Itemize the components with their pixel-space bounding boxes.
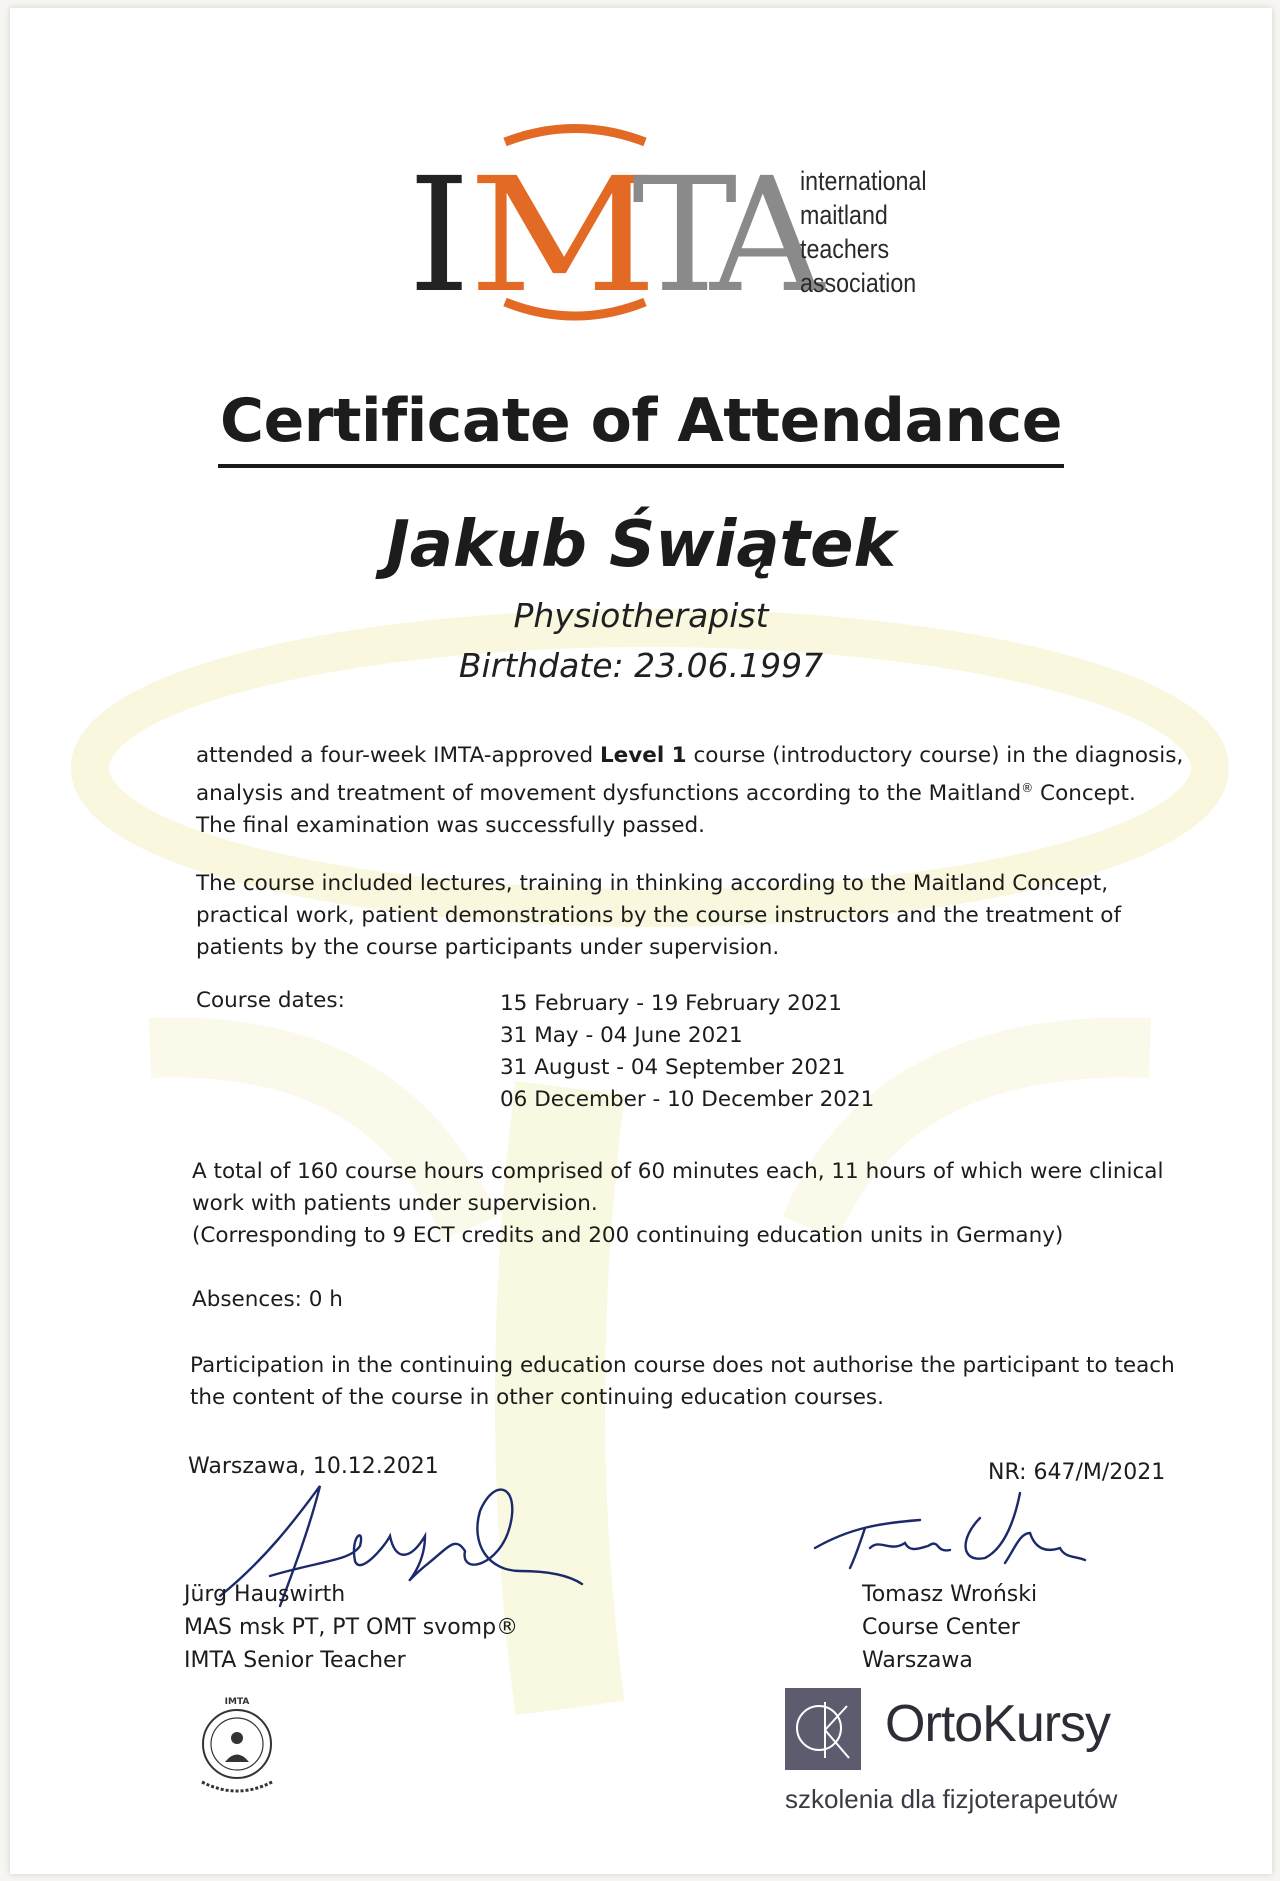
signer-title: MAS msk PT, PT OMT svomp®	[184, 1615, 519, 1640]
signer-name: Jürg Hauswirth	[184, 1582, 346, 1607]
logo-subtitle-line: association	[800, 268, 917, 298]
paragraph-line: The final examination was successfully passed.	[196, 813, 705, 839]
certificate-title	[10, 386, 1272, 456]
place-date: Warszawa, 10.12.2021	[188, 1454, 439, 1479]
course-level: Level 1	[599, 743, 687, 768]
course-date: 31 August - 04 September 2021	[500, 1055, 846, 1080]
logo-subtitle-line: maitland	[800, 200, 888, 230]
signer-role: IMTA Senior Teacher	[184, 1648, 406, 1673]
logo-arc-top-icon	[505, 129, 645, 143]
paragraph-line	[196, 740, 1196, 772]
ortokursy-tagline: szkolenia dla fizjoterapeutów	[785, 1784, 1118, 1814]
registered-mark: ®	[1021, 781, 1034, 795]
logo-letter-a: A	[710, 144, 825, 328]
recipient-birthdate: Birthdate: 23.06.1997	[458, 646, 824, 685]
text-fragment: Concept.	[1033, 781, 1136, 807]
certificate-number: NR: 647/M/2021	[988, 1460, 1166, 1485]
seal-text: IMTA	[224, 1697, 250, 1707]
paragraph-course-content	[196, 868, 1196, 964]
left-signer-block	[184, 1578, 518, 1677]
logo-subtitle-line: teachers	[800, 234, 890, 264]
signature-right	[810, 1478, 1090, 1578]
paragraph-line: (Corresponding to 9 ECT credits and 200 continuing education units in Germany)	[192, 1223, 1064, 1248]
signer-organisation: Course Center	[862, 1615, 1020, 1640]
paragraph-line: patients by the course participants under supervision.	[196, 935, 780, 960]
recipient-name: Jakub Świątek	[385, 508, 897, 582]
text-fragment: course (introductory course) in the diagnosis,	[686, 743, 1184, 768]
paragraph-line: practical work, patient demonstrations by the course instructors and the treatment of	[196, 903, 1122, 928]
course-date: 31 May - 04 June 2021	[500, 1023, 743, 1048]
logo-letter-i: I	[408, 144, 471, 328]
paragraph-line: A total of 160 course hours comprised of 60 minutes each, 11 hours of which were clinical	[192, 1159, 1164, 1184]
recipient-profession: Physiotherapist	[513, 596, 769, 635]
course-date: 15 February - 19 February 2021	[500, 991, 842, 1016]
imta-seal-icon	[192, 1692, 282, 1802]
text-fragment: attended a four-week IMTA-approved	[196, 743, 600, 768]
ortokursy-logo	[785, 1688, 1185, 1818]
paragraph-line: The course included lectures, training in thinking according to the Maitland Concept,	[196, 871, 1109, 896]
logo-letter-t: T	[632, 144, 738, 328]
paragraph-line: Participation in the continuing education course does not authorise the participant to teach	[190, 1353, 1175, 1378]
paragraph-line: work with patients under supervision.	[192, 1191, 598, 1216]
paragraph-line: the content of the course in other continuing education courses.	[190, 1385, 884, 1410]
ortokursy-brand: OrtoKursy	[885, 1695, 1111, 1753]
paragraph-teaching-notice	[190, 1350, 1190, 1414]
course-dates-label: Course dates:	[196, 988, 345, 1013]
absences: Absences: 0 h	[192, 1287, 343, 1312]
logo-subtitle	[800, 164, 947, 300]
right-signer-block	[862, 1578, 1037, 1677]
paragraph-course-summary	[196, 740, 1196, 842]
paragraph-line	[196, 772, 1196, 810]
course-dates-list	[500, 988, 874, 1116]
signer-name: Tomasz Wroński	[862, 1582, 1038, 1607]
logo-letter-m: M	[468, 144, 658, 328]
paragraph-course-hours	[192, 1156, 1192, 1252]
imta-logo-mark	[400, 120, 825, 335]
certificate-title-text: Certificate of Attendance	[218, 386, 1064, 468]
course-date: 06 December - 10 December 2021	[500, 1087, 875, 1112]
text-fragment: analysis and treatment of movement dysfunctions according to the Maitland	[196, 781, 1022, 807]
imta-logo	[400, 120, 960, 335]
logo-subtitle-line: international	[800, 166, 927, 196]
signer-city: Warszawa	[862, 1648, 973, 1673]
certificate-sheet	[10, 8, 1272, 1874]
ortokursy-mark-icon	[785, 1688, 861, 1770]
